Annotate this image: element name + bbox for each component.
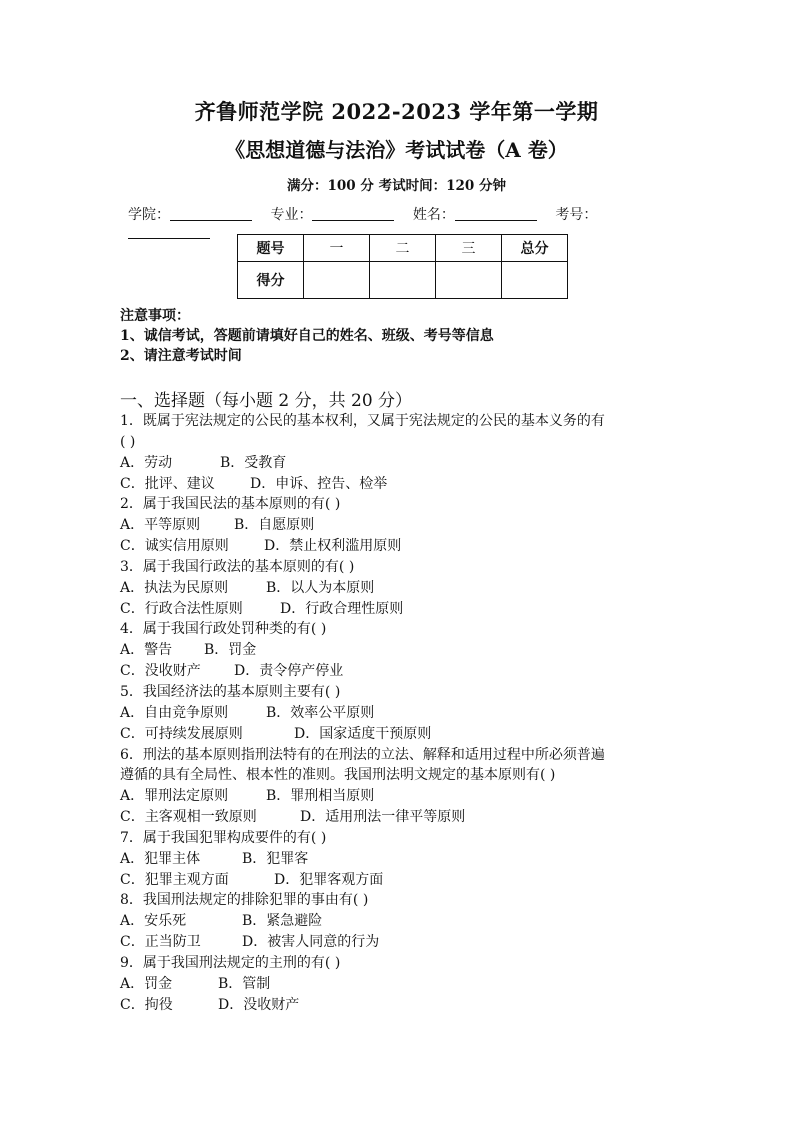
option-a: A．警告: [120, 642, 173, 659]
option-d: D．责令停产停业: [234, 663, 344, 680]
score-header-cell: 一: [304, 235, 370, 262]
score-row-label: 得分: [238, 262, 304, 299]
option-a: A．罪刑法定原则: [120, 788, 229, 805]
score-cell[interactable]: [304, 262, 370, 299]
option-row: [120, 536, 680, 557]
question-stem: 9．属于我国刑法规定的主刑的有( ): [120, 954, 341, 971]
option-d: D．被害人同意的行为: [242, 934, 380, 951]
score-cell[interactable]: [436, 262, 502, 299]
option-row: [120, 515, 680, 536]
option-row: [120, 974, 680, 995]
score-cell[interactable]: [370, 262, 436, 299]
question-stem: 3．属于我国行政法的基本原则的有( ): [120, 558, 355, 575]
option-b: B．罪刑相当原则: [266, 788, 375, 805]
question-stem: 1．既属于宪法规定的公民的基本权利，又属于宪法规定的公民的基本义务的有: [120, 413, 605, 429]
option-c: C．正当防卫: [120, 934, 201, 951]
name-blank[interactable]: [455, 206, 537, 221]
option-row: [120, 599, 680, 620]
option-b: B．犯罪客: [242, 850, 309, 867]
question-stem-cont: ( ): [120, 433, 136, 450]
name-label: 姓名：: [412, 207, 455, 223]
option-a: A．自由竞争原则: [120, 704, 229, 721]
score-header-cell: 三: [436, 235, 502, 262]
exam-subtitle: 《思想道德与法治》考试试卷（A 卷）: [225, 138, 568, 162]
exam-number-label: 考号：: [555, 207, 598, 223]
option-row: [120, 932, 680, 953]
notes-title: 注意事项：: [120, 308, 190, 324]
option-d: D．适用刑法一律平等原则: [300, 809, 466, 826]
option-c: C．批评、建议: [120, 475, 215, 492]
option-row: [120, 870, 680, 891]
option-b: B．自愿原则: [234, 517, 315, 534]
option-row: [120, 578, 680, 599]
question-stem: 4．属于我国行政处罚种类的有( ): [120, 621, 327, 638]
option-d: D．行政合理性原则: [280, 600, 404, 617]
option-b: B．以人为本原则: [266, 579, 375, 596]
question-stem: 5．我国经济法的基本原则主要有( ): [120, 683, 341, 700]
option-c: C．可持续发展原则: [120, 725, 243, 742]
score-header-cell: 二: [370, 235, 436, 262]
option-row: [120, 640, 680, 661]
question-stem: 7．属于我国犯罪构成要件的有( ): [120, 829, 327, 846]
notes-block: [120, 306, 494, 366]
option-row: [120, 661, 680, 682]
option-d: D．犯罪客观方面: [274, 871, 384, 888]
score-table: [237, 234, 568, 299]
option-row: [120, 453, 680, 474]
option-c: C．诚实信用原则: [120, 538, 229, 555]
option-row: [120, 786, 680, 807]
question-stem: 2．属于我国民法的基本原则的有( ): [120, 496, 341, 513]
option-row: [120, 995, 680, 1016]
question-stem-cont: 遵循的具有全局性、根本性的准则。我国刑法明文规定的基本原则有( ): [120, 767, 556, 784]
option-row: [120, 724, 680, 745]
exam-number-blank[interactable]: [128, 224, 210, 239]
option-a: A．劳动: [120, 454, 173, 471]
option-d: D．申诉、控告、检举: [250, 475, 388, 492]
option-a: A．罚金: [120, 975, 173, 992]
option-d: D．禁止权利滥用原则: [264, 538, 402, 555]
exam-meta: 满分：100 分 考试时间：120 分钟: [287, 178, 506, 194]
score-header-cell: 题号: [238, 235, 304, 262]
option-c: C．拘役: [120, 996, 173, 1013]
major-label: 专业：: [270, 207, 313, 223]
option-a: A．平等原则: [120, 517, 201, 534]
question-stem: 8．我国刑法规定的排除犯罪的事由有( ): [120, 892, 369, 909]
option-c: C．主客观相一致原则: [120, 809, 257, 826]
exam-title: 齐鲁师范学院 2022-2023 学年第一学期: [194, 99, 599, 124]
option-row: [120, 703, 680, 724]
option-c: C．没收财产: [120, 663, 201, 680]
option-b: B．效率公平原则: [266, 704, 375, 721]
score-header-cell: 总分: [502, 235, 568, 262]
option-b: B．受教育: [220, 454, 287, 471]
college-blank[interactable]: [170, 206, 252, 221]
question-stem: 6．刑法的基本原则指刑法特有的在刑法的立法、解释和适用过程中所必须普遍: [120, 746, 605, 763]
option-b: B．紧急避险: [242, 913, 323, 930]
option-b: B．罚金: [204, 642, 257, 659]
option-b: B．管制: [218, 975, 271, 992]
question-list: [120, 411, 680, 1015]
option-row: [120, 911, 680, 932]
option-a: A．犯罪主体: [120, 850, 201, 867]
option-row: [120, 807, 680, 828]
option-c: C．犯罪主观方面: [120, 871, 229, 888]
option-d: D．国家适度干预原则: [294, 725, 432, 742]
option-row: [120, 849, 680, 870]
notes-item: 2、请注意考试时间: [120, 348, 242, 364]
option-row: [120, 474, 680, 495]
option-d: D．没收财产: [218, 996, 300, 1013]
option-c: C．行政合法性原则: [120, 600, 243, 617]
option-a: A．安乐死: [120, 913, 187, 930]
college-label: 学院：: [128, 207, 170, 223]
section-title: 一、选择题（每小题 2 分，共 20 分）: [120, 391, 413, 411]
option-a: A．执法为民原则: [120, 579, 229, 596]
notes-item: 1、诚信考试，答题前请填好自己的姓名、班级、考号等信息: [120, 328, 494, 344]
major-blank[interactable]: [312, 206, 394, 221]
score-cell[interactable]: [502, 262, 568, 299]
